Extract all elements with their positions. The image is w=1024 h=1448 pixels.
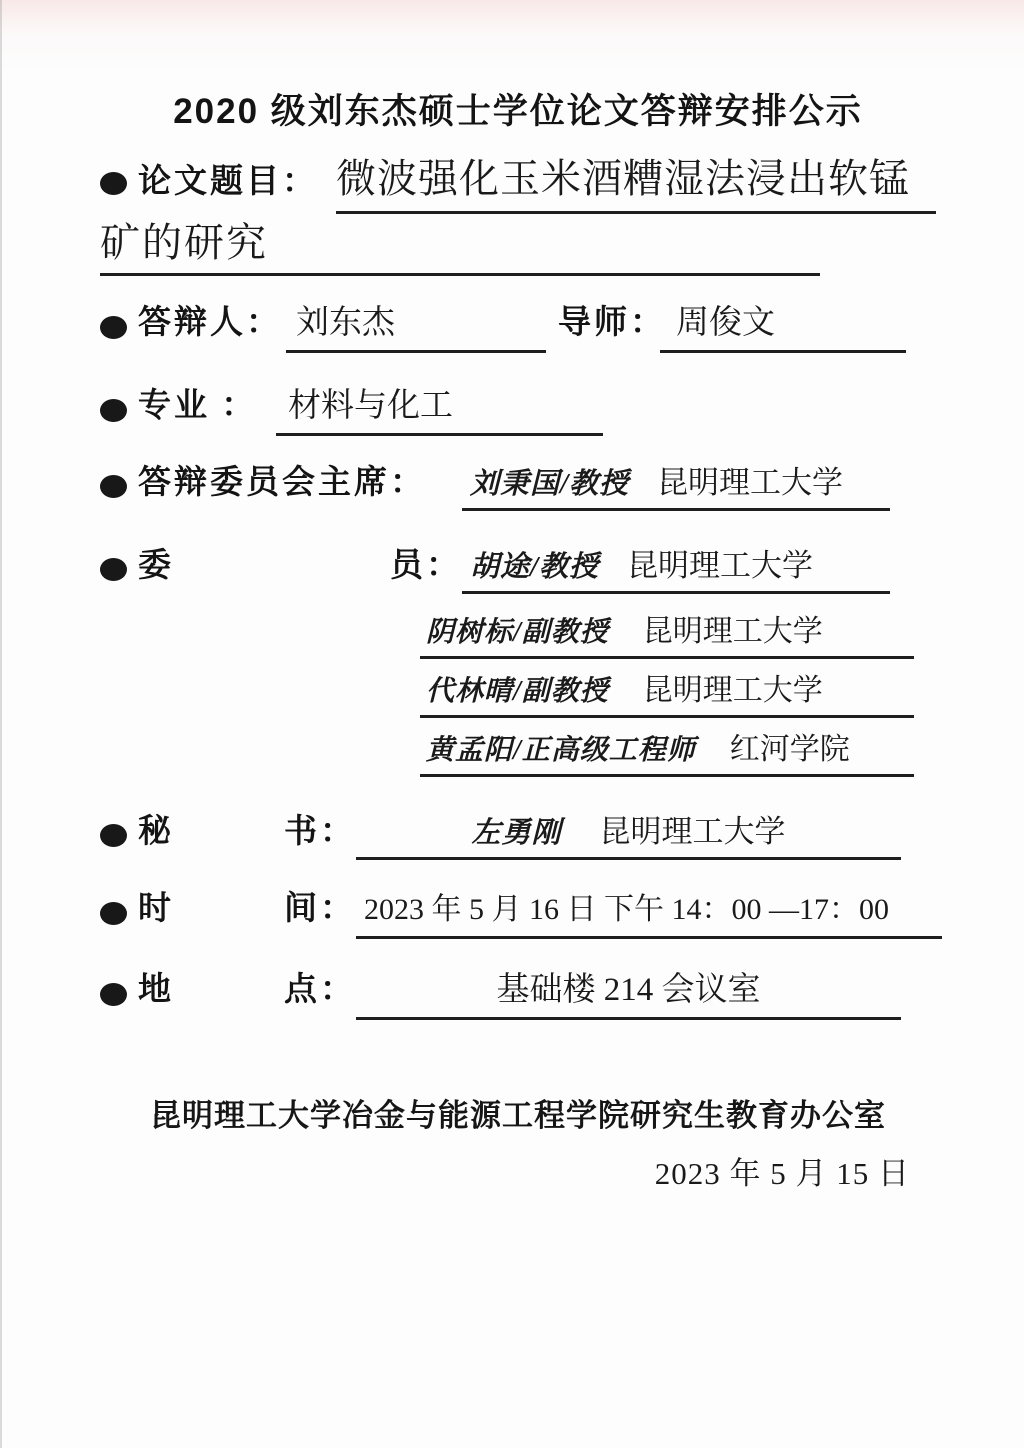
secretary-label-second: 书： <box>284 814 356 850</box>
members-label-first: 委 <box>138 548 174 584</box>
bullet-icon <box>100 558 127 581</box>
time-label <box>138 888 356 931</box>
member-entry-row <box>420 730 936 777</box>
committee-members-label <box>138 545 462 588</box>
bullet-icon <box>100 475 127 498</box>
member-entry <box>462 546 890 594</box>
thesis-title-row <box>100 152 936 214</box>
chair-affiliation: 昆明理工大学 <box>657 465 844 500</box>
secretary-affiliation: 昆明理工大学 <box>599 814 786 849</box>
bullet-icon <box>100 983 127 1006</box>
thesis-title-label: 论文题目： <box>138 164 318 200</box>
secretary-label-first: 秘 <box>138 814 174 850</box>
bullet-icon <box>100 824 127 847</box>
time-label-second: 间： <box>284 891 356 927</box>
major-label: 专业 ： <box>138 388 258 424</box>
issue-date: 2023 年 5 月 15 日 <box>654 1156 910 1191</box>
chair-name: 刘秉国/教授 <box>470 468 630 500</box>
respondent-row <box>100 302 936 353</box>
committee-chair-row <box>100 462 936 511</box>
member-entry-row <box>420 612 936 659</box>
bullet-icon <box>100 316 127 339</box>
member-name: 代林晴/副教授 <box>426 676 609 707</box>
supervisor-value: 周俊文 <box>660 302 906 353</box>
member-entry <box>420 612 914 659</box>
time-row <box>100 888 936 939</box>
secretary-row <box>100 811 936 860</box>
committee-chair-value <box>462 463 890 511</box>
members-label-second: 员： <box>390 548 462 584</box>
page-title: 2020 级刘东杰硕士学位论文答辩安排公示 <box>173 92 863 131</box>
thesis-title-row-continued <box>100 218 936 276</box>
secretary-name: 左勇刚 <box>471 817 562 849</box>
venue-label <box>138 969 356 1012</box>
member-name: 阴树标/副教授 <box>426 617 609 648</box>
respondent-value: 刘东杰 <box>286 302 546 353</box>
bullet-icon <box>100 172 127 195</box>
member-affiliation: 昆明理工大学 <box>642 674 823 707</box>
bullet-icon <box>100 399 127 422</box>
committee-chair-label: 答辩委员会主席： <box>138 465 426 501</box>
venue-label-first: 地 <box>138 972 174 1008</box>
member-affiliation: 昆明理工大学 <box>642 615 823 648</box>
time-label-first: 时 <box>138 891 174 927</box>
member-affiliation: 红河学院 <box>729 733 850 766</box>
thesis-title-value-line1: 微波强化玉米酒糟湿法浸出软锰 <box>336 152 936 214</box>
member-entry <box>420 730 914 777</box>
time-value: 2023 年 5 月 16 日 下午 14：00 —17：00 <box>356 888 942 939</box>
venue-label-second: 点： <box>284 972 356 1008</box>
member-entry <box>420 671 914 718</box>
thesis-title-value-line2: 矿的研究 <box>100 218 820 276</box>
issuing-office: 昆明理工大学冶金与能源工程学院研究生教育办公室 <box>150 1098 886 1133</box>
member-name: 胡途/教授 <box>470 551 600 583</box>
venue-row <box>100 969 936 1020</box>
member-affiliation: 昆明理工大学 <box>627 548 814 583</box>
major-row <box>100 385 936 436</box>
bullet-icon <box>100 902 127 925</box>
respondent-label: 答辩人： <box>138 305 282 341</box>
venue-value: 基础楼 214 会议室 <box>356 969 901 1020</box>
major-value: 材料与化工 <box>276 385 603 436</box>
secretary-value <box>356 812 901 860</box>
supervisor-label: 导师： <box>558 305 666 341</box>
member-name: 黄孟阳/正高级工程师 <box>426 735 696 766</box>
secretary-label <box>138 811 356 854</box>
member-entry-row <box>420 671 936 718</box>
committee-members-row <box>100 545 936 594</box>
